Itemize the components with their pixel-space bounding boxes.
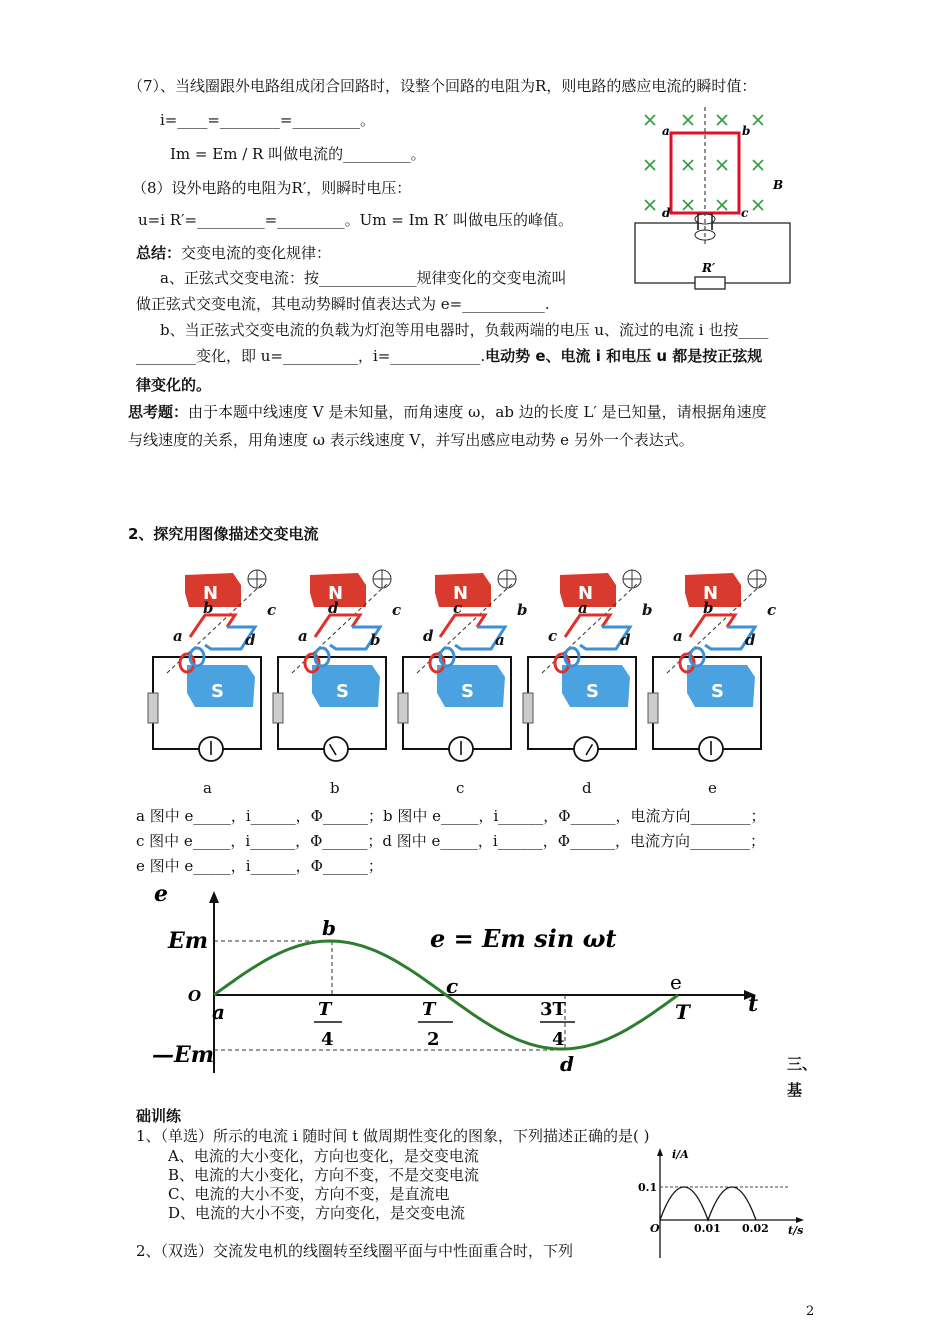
option-b: B、电流的大小变化，方向不变，不是交变电流 [168,1166,480,1184]
magnet-s-label: S [211,681,224,702]
rule-b-plain: ________变化，即 u=__________，i=____________. [136,347,486,365]
magnet-s-label: S [711,681,724,702]
resistor-r [695,277,725,289]
coil-label-bottom: a [495,631,505,649]
e-axis-arrow [209,891,219,903]
label-d: d [662,206,671,220]
magnet-s [187,665,255,707]
neg-em-label: —Em [152,1042,215,1068]
x-tick-1: 0.01 [694,1222,721,1235]
coil-label-left: d [423,627,434,645]
ts-axis-label: t/s [788,1224,804,1237]
question-2: 2、（双选）交流发电机的线圈转至线圈平面与中性面重合时，下列 [136,1242,574,1260]
x-tick-2: 0.02 [742,1222,769,1235]
think-text1: 由于本题中线速度 V 是未知量，而角速度 ω，ab 边的长度 L′ 是已知量，请根据角速度 [188,403,767,421]
page-number: 2 [806,1304,815,1319]
coil-label-left: c [548,627,558,645]
tick-t4-num: T [318,999,332,1020]
point-d: d [560,1052,574,1076]
label-c: c [741,206,749,220]
caption-e: e [708,779,717,797]
option-a: A、电流的大小变化，方向也变化，是交变电流 [168,1147,479,1165]
coil-label-bottom: d [245,631,256,649]
galvanometer-icon [574,737,598,761]
tick-t4-den: 4 [321,1029,334,1050]
summary-line [136,243,331,263]
coil-label-bottom: d [620,631,631,649]
current-curve [660,1187,756,1220]
option-c: C、电流的大小不变，方向不变，是直流电 [168,1185,450,1203]
magnet-n-label: N [703,583,719,604]
magnet-n-label: N [328,583,344,604]
i-axis-label: i/A [672,1148,689,1161]
generator-panels [145,565,795,765]
rule-b-bold: 电动势 e、电流 i 和电压 u 都是按正弦规 [485,347,763,365]
tick-t2-num: T [422,999,436,1020]
fill-line-2: c 图中 e_____，i______，Φ______；d 图中 e_____，i______，Φ______，电流方向________； [136,832,766,850]
magnet-s-label: S [461,681,474,702]
magnet-s [437,665,505,707]
field-cross-icon [683,115,693,125]
galvanometer-icon [324,737,348,761]
coil-label-right: c [767,601,777,619]
field-cross-icon [645,115,655,125]
rotation-symbol-icon [748,570,766,588]
magnet-n [435,573,491,607]
p8-text: （8）设外电路的电阻为R′，则瞬时电压： [132,179,412,197]
origin-label: O [188,987,202,1005]
fill-line-3: e 图中 e_____，i______，Φ______； [136,857,383,875]
u-formula-line: u=i R′=_________=_________。Um = Im R′ 叫做电压的峰值。 [138,211,573,229]
magnet-s-label: S [586,681,599,702]
coil-label-top: c [453,599,463,617]
tick-t-end: T [675,1000,690,1024]
think-line2: 与线速度的关系，用角速度 ω 表示线速度 V，并写出感应电动势 e 另外一个表达式。 [128,431,694,449]
field-cross-icon [645,160,655,170]
think-label: 思考题： [128,403,189,421]
section3-heading-b: 基 [787,1081,803,1099]
rotation-symbol-icon [623,570,641,588]
rotation-symbol-icon [498,570,516,588]
galvanometer-icon [449,737,473,761]
galvanometer-icon [199,737,223,761]
e-axis-label: e [154,881,168,907]
coil-label-top: b [703,599,714,617]
sine-formula: e = Em sin ωt [430,924,617,953]
outer-circuit-left [635,223,698,283]
rule-b-line1: b、当正弦式交变电流的负载为灯泡等用电器时，负载两端的电压 u、流过的电流 i 也按____ [160,321,769,339]
coil-label-bottom: d [745,631,756,649]
field-cross-icon [753,160,763,170]
coil-label-right: b [642,601,653,619]
point-b: b [322,916,336,940]
section3-heading-c: 础训练 [136,1107,182,1125]
coil-label-left: a [298,627,308,645]
coil-label-right: c [267,601,277,619]
im-formula-line: Im = Em / R 叫做电流的_________。 [170,145,426,163]
field-cross-icon [683,200,693,210]
small-origin: O [650,1222,660,1235]
coil-field-figure [630,105,800,295]
coil-label-top: a [578,599,588,617]
point-c: c [446,974,459,998]
field-cross-icon [753,115,763,125]
em-label: Em [168,928,209,954]
coil-label-left: a [673,627,683,645]
magnet-s [312,665,380,707]
rule-a-line2: 做正弦式交变电流，其电动势瞬时值表达式为 e=___________. [136,295,550,313]
tick-3t4-num: 3T [540,999,566,1020]
field-cross-icon [717,160,727,170]
rotation-symbol-icon [248,570,266,588]
generator-panel [648,570,776,761]
tick-t2-den: 2 [427,1029,440,1050]
caption-c: c [456,779,465,797]
p7-text: （7）、当线圈跟外电路组成闭合回路时，设整个回路的电阻为R，则电路的感应电流的瞬时值： [128,77,757,95]
magnet-s-label: S [336,681,349,702]
caption-d: d [582,779,592,797]
field-cross-icon [645,200,655,210]
generator-panel [273,570,401,761]
galvanometer-icon [699,737,723,761]
field-cross-icon [683,160,693,170]
generator-panel [398,570,528,761]
option-d: D、电流的大小不变，方向变化，是交变电流 [168,1204,466,1222]
field-cross-icon [717,115,727,125]
summary-text: 交变电流的变化规律： [181,244,332,262]
t-axis-label: t [748,991,759,1017]
point-e: e [670,970,682,994]
coil-label-left: a [173,627,183,645]
coil-label-right: c [392,601,402,619]
tick-3t4-den: 4 [552,1029,565,1050]
magnet-n [560,573,616,607]
magnet-s [562,665,630,707]
current-graph [632,1140,812,1260]
summary-label: 总结： [136,244,182,262]
point-a: a [212,1000,225,1024]
coil-label-right: b [517,601,528,619]
label-b: b [742,124,751,138]
coil-label-bottom: b [370,631,381,649]
rule-b-line3: 律变化的。 [136,376,212,394]
rotation-symbol-icon [373,570,391,588]
rule-b-line2 [136,346,762,366]
magnet-n-label: N [453,583,469,604]
generator-panel [148,570,276,761]
think-line1 [128,402,767,422]
magnet-n-label: N [203,583,219,604]
label-a: a [662,124,670,138]
magnet-n-label: N [578,583,594,604]
coil-label-top: b [203,599,214,617]
label-field-b: B [773,178,784,192]
y-tick-label: 0.1 [638,1181,658,1194]
label-resistor: R′ [702,261,716,275]
section2-heading: 2、探究用图像描述交变电流 [128,525,319,543]
sine-graph [150,881,770,1080]
outer-circuit-right [712,223,790,283]
question-1: 1、（单选）所示的电流 i 随时间 t 做周期性变化的图象，下列描述正确的是( ) [136,1127,650,1145]
field-cross-icon [753,200,763,210]
field-cross-icon [717,200,727,210]
coil-label-top: d [328,599,339,617]
rule-a-line1: a、正弦式交变电流：按_____________规律变化的交变电流叫 [160,269,567,287]
caption-a: a [203,779,212,797]
caption-b: b [330,779,340,797]
fill-line-1: a 图中 e_____，i______，Φ______；b 图中 e_____，i______，Φ______，电流方向________； [136,807,766,825]
magnet-s [687,665,755,707]
generator-panel [523,570,653,761]
i-formula-line: i=____=________=_________。 [160,111,376,129]
section3-heading-a: 三、 [787,1055,818,1073]
